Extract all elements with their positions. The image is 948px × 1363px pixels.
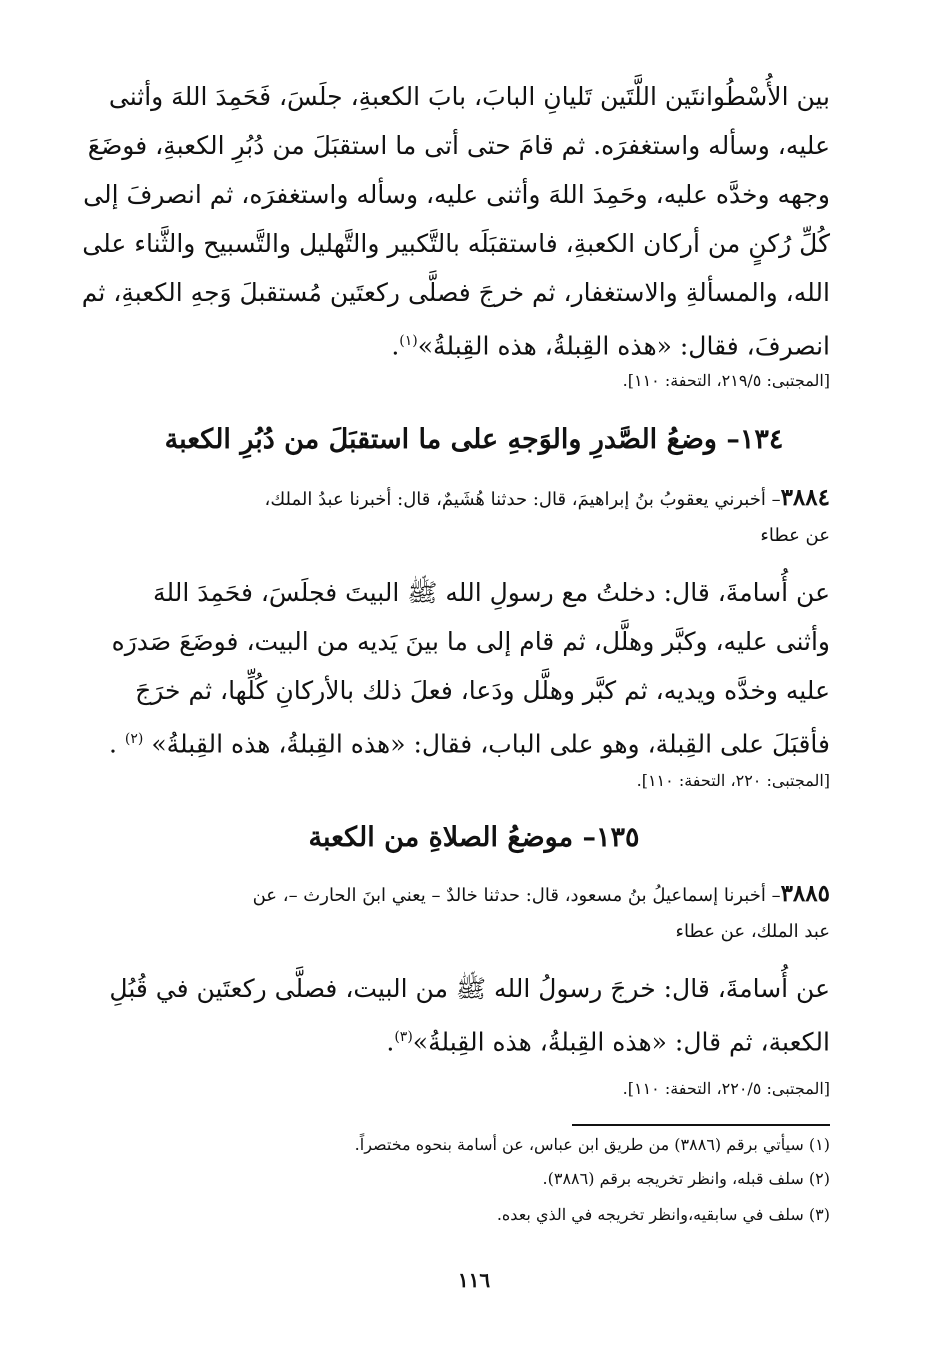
- footnote-2: [543, 1168, 830, 1190]
- footnote-ref-3[interactable]: (٣): [394, 1029, 413, 1045]
- matn-3885-line-2: الكعبة، ثم قال: «هذه القِبلةُ، هذه القِبلةُ»$^{(٣)}$.: [386, 1027, 830, 1057]
- footnote-1: [355, 1134, 830, 1156]
- intro-line-2: عليه، وسأله واستغفرَه. ثم قامَ حتى أتى ما استقبَلَ من دُبُرِ الكعبةِ، فوضَعَ: [87, 131, 830, 160]
- intro-line-6: انصرفَ، فقال: «هذه القِبلةُ، هذه القِبلةُ»$^{(١)}$.: [391, 331, 830, 361]
- isnad-text-3885: – أخبرنا إسماعيلُ بنُ مسعود، قال: حدثنا خالدٌ – يعني ابنَ الحارث –، عن: [252, 885, 781, 906]
- matn-3884-line-4: فأقبَلَ على القِبلة، وهو على الباب، فقال: «هذه القِبلةُ، هذه القِبلةُ» $^{(٢)}$ .: [109, 729, 830, 759]
- intro-line-4: كُلِّ رُكنٍ من أركان الكعبةِ، فاستقبَلَه بالتَّكبير والتَّهليل والتَّسبيح والثَّناء على: [82, 229, 830, 258]
- footnote-3-text: سلف في سابقيه،وانظر تخريجه في الذي بعده.: [496, 1205, 804, 1224]
- intro-source: [المجتبى: ٢١٩/٥، التحفة: ١١٠].: [622, 371, 830, 390]
- footnote-ref-2[interactable]: (٢): [124, 731, 144, 747]
- matn-3885-line-1: عن أُسامةَ، قال: خرجَ رسولُ الله ﷺ من البيت، فصلَّى ركعتَين في قُبُلِ: [109, 974, 830, 1003]
- intro-line-5: الله، والمسألةِ والاستغفار، ثم خرجَ فصلَّى ركعتَين مُستقبلَ وَجهِ الكعبةِ، ثم: [81, 278, 830, 307]
- matn-3885-line-2-text: الكعبة، ثم قال: «هذه القِبلةُ، هذه القِبلةُ»: [412, 1027, 830, 1057]
- matn-3884-line-4-text: فأقبَلَ على القِبلة، وهو على الباب، فقال: «هذه القِبلةُ، هذه القِبلةُ»: [151, 729, 830, 759]
- footnote-3: [497, 1204, 830, 1226]
- hadith-3885-source: [المجتبى: ٢٢٠/٥، التحفة: ١١٠].: [622, 1079, 830, 1098]
- intro-line-6-text: انصرفَ، فقال: «هذه القِبلةُ، هذه القِبلةُ»: [417, 331, 830, 361]
- matn-3884-line-1: عن أُسامةَ، قال: دخلتُ مع رسولِ الله ﷺ البيتَ فجلَسَ، فحَمِدَ اللهَ: [153, 578, 830, 607]
- chapter-heading-134: ١٣٤– وضعُ الصَّدرِ والوَجهِ على ما استقبَلَ من دُبُرِ الكعبة: [164, 424, 784, 455]
- hadith-3884-matn: [109, 568, 830, 768]
- matn-3884-line-2: وأثنى عليه، وكبَّر وهلَّل، ثم قام إلى ما بينَ يَديه من البيت، فوضَعَ صَدرَه: [111, 627, 830, 656]
- chapter-heading-135: ١٣٥– موضعُ الصلاةِ من الكعبة: [308, 822, 640, 853]
- footnote-2-text: سلف قبله، وانظر تخريجه برقم (٣٨٨٦).: [542, 1169, 804, 1188]
- isnad-text-3884: – أخبرني يعقوبُ بنُ إبراهيمَ، قال: حدثنا هُشَيمٌ، قال: أخبرنا عبدُ الملك،: [264, 489, 781, 510]
- footnote-2-number: (٢): [808, 1169, 830, 1188]
- footnote-1-text: سيأتي برقم (٣٨٨٦) من طريق ابن عباس، عن أسامة بنحوه مختصراً.: [354, 1135, 804, 1154]
- footnote-ref-1[interactable]: (١): [399, 333, 418, 349]
- footnote-1-number: (١): [808, 1135, 830, 1154]
- hadith-number-3884: ٣٨٨٤: [780, 484, 830, 511]
- footnote-3-number: (٣): [808, 1205, 830, 1224]
- hadith-number-3885: ٣٨٨٥: [780, 880, 830, 907]
- matn-3884-line-3: عليه وخدَّه ويديه، ثم كبَّر وهلَّل ودَعا، فعلَ ذلك بالأركانِ كُلِّها، ثم خرَجَ: [135, 676, 830, 705]
- hadith-3885-isnad: [118, 876, 830, 950]
- page-number: ١١٦: [457, 1268, 491, 1292]
- isnad-cont-3884: عن عطاء: [760, 525, 830, 546]
- isnad-cont-3885: عبد الملك، عن عطاء: [675, 921, 830, 942]
- intro-line-1: بين الأُسْطُوانتَين اللَّتَين تَليانِ البابَ، بابَ الكعبةِ، جلَسَ، فَحَمِدَ اللهَ وأثنى: [108, 82, 830, 111]
- hadith-3884-source: [المجتبى: ٢٢٠، التحفة: ١١٠].: [636, 771, 830, 790]
- hadith-3885-matn: [109, 964, 830, 1066]
- intro-paragraph: [81, 72, 830, 370]
- hadith-3884-isnad: [118, 480, 830, 554]
- intro-line-3: وجهه وخدَّه عليه، وحَمِدَ اللهَ وأثنى عليه، وسأله واستغفرَه، ثم انصرفَ إلى: [83, 180, 830, 209]
- footnote-separator: [572, 1124, 830, 1126]
